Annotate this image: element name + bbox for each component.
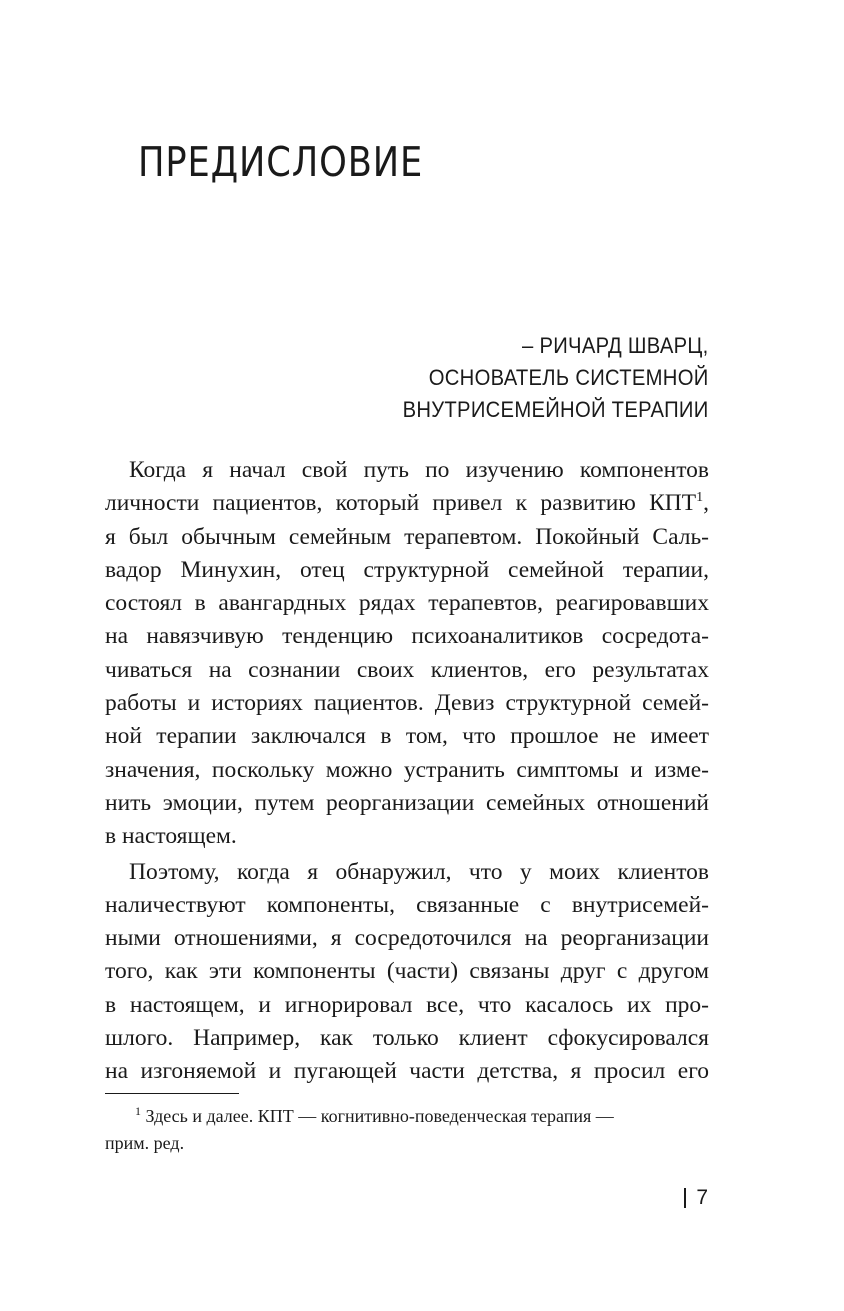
text-line: я был обычным семейным терапевтом. Покойный Саль-: [105, 523, 709, 550]
text-line: значения, поскольку можно устранить симптомы и изме-: [105, 756, 709, 783]
text-line: наличествуют компоненты, связанные с внутрисемей-: [105, 891, 709, 918]
body-text: [105, 454, 709, 1089]
text-line: ной терапии заключался в том, что прошлое не имеет: [105, 723, 709, 750]
text-line: Когда я начал свой путь по изучению компонентов: [129, 457, 709, 483]
text-line: состоял в авангардных рядах терапевтов, реагировавших: [105, 590, 709, 617]
paragraph-1: [105, 454, 709, 854]
text-line: личности пациентов, который привел к развитию КПТ$^1$,: [105, 490, 709, 517]
text-line: нить эмоции, путем реорганизации семейных отношений: [105, 789, 709, 816]
text-line: на навязчивую тенденцию психоаналитиков сосредота-: [105, 623, 709, 650]
epigraph-line: – РИЧАРД ШВАРЦ,: [522, 333, 709, 358]
epigraph-line: ВНУТРИСЕМЕЙНОЙ ТЕРАПИИ: [403, 397, 709, 422]
text-line: шлого. Например, как только клиент сфокусировался: [105, 1025, 709, 1052]
page-number: [684, 1186, 708, 1210]
footnote-line: прим. ред.: [105, 1133, 185, 1153]
footnote-line: $^1$ Здесь и далее. КПТ — когнитивно-поведенческая терапия —: [135, 1104, 614, 1126]
text-line: в настоящем, и игнорировал все, что касалось их про-: [105, 991, 709, 1018]
text-line: ными отношениями, я сосредоточился на реорганизации: [105, 925, 709, 952]
text-line: в настоящем.: [105, 823, 237, 850]
paragraph-2: [105, 856, 709, 1089]
epigraph-line: ОСНОВАТЕЛЬ СИСТЕМНОЙ: [429, 365, 709, 390]
text-line: Поэтому, когда я обнаружил, что у моих клиентов: [129, 858, 709, 885]
text-line: чиваться на сознании своих клиентов, его результатах: [105, 656, 709, 683]
footnote-marker: 1: [135, 1104, 141, 1118]
footnote: [105, 1103, 709, 1157]
text-line: вадор Минухин, отец структурной семейной терапии,: [105, 556, 709, 583]
footnote-reference: 1: [696, 490, 704, 506]
chapter-title: ПРЕДИСЛОВИЕ: [138, 138, 424, 186]
text-line: на изгоняемой и пугающей части детства, я просил его: [105, 1058, 709, 1085]
page-number-value: 7: [696, 1186, 708, 1209]
footnote-divider: [105, 1093, 239, 1094]
text-line: работы и историях пациентов. Девиз структурной семей-: [105, 690, 709, 717]
page-number-divider: [684, 1188, 686, 1208]
epigraph-attribution: [376, 330, 709, 426]
text-line: того, как эти компоненты (части) связаны друг с другом: [105, 958, 709, 985]
